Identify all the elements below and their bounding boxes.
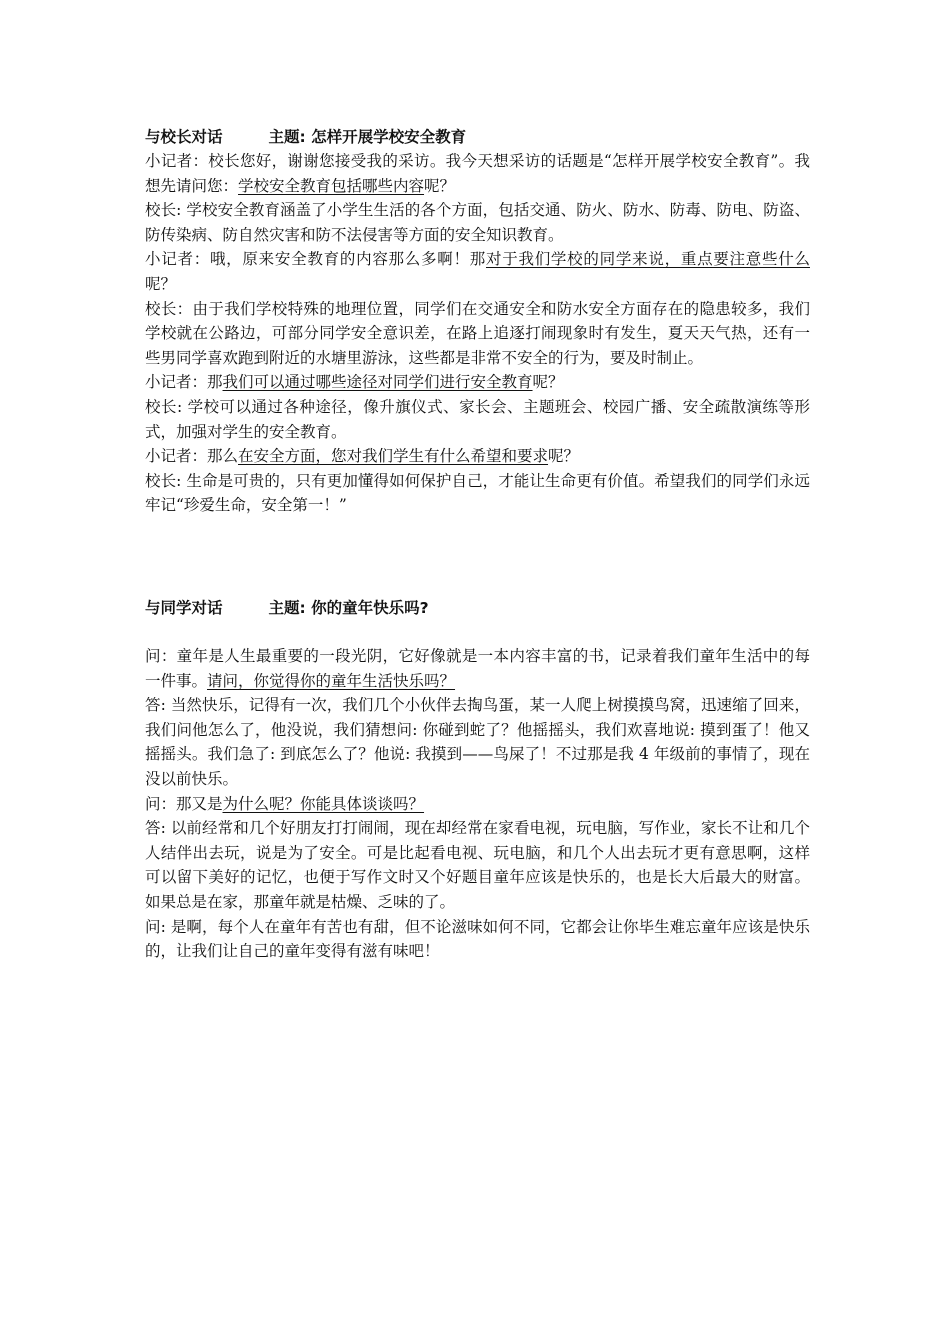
dialogue-paragraph: [145, 816, 810, 914]
dialogue-paragraph: [145, 149, 810, 198]
heading-title: 与同学对话: [145, 599, 223, 617]
underlined-question: 对于我们学校的同学来说，重点要注意些什么: [485, 250, 810, 269]
paragraph-text: 小记者：哦，原来安全教育的内容那么多啊！那: [145, 250, 486, 269]
principal-interview-section: [145, 125, 810, 518]
underlined-question: 我们可以通过哪些途径对同学们进行安全教育: [222, 373, 533, 392]
paragraph-text: 小记者：校长您好，谢谢您接受我的采访。我今天想采访的话题是“怎样开展学校安全教育”。我想先请问您：: [145, 152, 810, 195]
classmate-interview-section: [145, 596, 810, 964]
paragraph-text: 问：童年是人生最重要的一段光阴，它好像就是一本内容丰富的书，记录着我们童年生活中的每一件事。: [145, 647, 810, 690]
paragraph-text: 小记者：那: [145, 373, 223, 392]
paragraph-text: 校长: 生命是可贵的，只有更加懂得如何保护自己，才能让生命更有价值。希望我们的同学们永远牢记“珍爱生命，安全第一！”: [145, 471, 810, 515]
underlined-question: 学校安全教育包括哪些内容: [238, 176, 425, 195]
dialogue-paragraph: [145, 370, 810, 395]
paragraph-text-end: 呢？: [424, 176, 456, 195]
section-heading: [145, 125, 810, 149]
underlined-question: 在安全方面，您对我们学生有什么希望和要求: [238, 447, 549, 466]
paragraph-text: 校长：由于我们学校特殊的地理位置，同学们在交通安全和防水安全方面存在的隐患较多，我们学校就在公路边，可部分同学安全意识差，在路上追逐打闹现象时有发生，夏天天气热，还有一些男同学喜欢跑到附近的水塘里游泳，这些都是非常不安全的行为，要及时制止。: [145, 299, 810, 367]
paragraph-text: 小记者：那么: [145, 447, 239, 466]
section-heading: [145, 596, 810, 620]
paragraph-text: 答: 当然快乐，记得有一次，我们几个小伙伴去掏鸟蛋，某一人爬上树摸摸鸟窝，迅速缩了回来，我们问他怎么了，他没说，我们猜想问: 你碰到蛇了？他摇摇头，我们欢喜地说: 摸到蛋了！他又摇摇头。我们急了: 到底怎么了？他说: 我摸到——鸟屎了！不过那是我 4 年级前的事情了，现在没以前快乐。: [145, 696, 810, 788]
paragraph-text: 答: 以前经常和几个好朋友打打闹闹，现在却经常在家看电视，玩电脑，写作业，家长不让和几个人结伴出去玩，说是为了安全。可是比起看电视、玩电脑，和几个人出去玩才更有意思啊，这样可以留下美好的记忆，也便于写作文时又个好题目童年应该是快乐的，也是长大后最大的财富。如果总是在家，那童年就是枯燥、乏味的了。: [145, 819, 810, 911]
paragraph-text: 问：那又是: [145, 794, 223, 813]
underlined-question: 为什么呢？你能具体谈谈吗？: [222, 794, 425, 813]
blank-line: [145, 620, 810, 644]
paragraph-text: 问: 是啊，每个人在童年有苦也有甜，但不论滋味如何不同，它都会让你毕生难忘童年应该是快乐的，让我们让自己的童年变得有滋有味吧！: [145, 917, 810, 961]
underlined-question: 请问，你觉得你的童年生活快乐吗？: [207, 671, 456, 690]
dialogue-paragraph: [145, 297, 810, 371]
paragraph-text-end: 呢？: [532, 373, 564, 392]
dialogue-paragraph: [145, 247, 810, 296]
dialogue-paragraph: [145, 469, 810, 518]
paragraph-text-end: 呢？: [548, 447, 580, 466]
heading-topic: 主题: 怎样开展学校安全教育: [268, 128, 467, 146]
dialogue-paragraph: [145, 693, 810, 791]
dialogue-paragraph: [145, 915, 810, 964]
dialogue-paragraph: [145, 644, 810, 693]
dialogue-paragraph: [145, 444, 810, 469]
dialogue-paragraph: [145, 198, 810, 247]
heading-topic: 主题: 你的童年快乐吗?: [268, 599, 429, 617]
heading-title: 与校长对话: [145, 128, 223, 146]
paragraph-text: 校长: 学校可以通过各种途径，像升旗仪式、家长会、主题班会、校园广播、安全疏散演练等形式，加强对学生的安全教育。: [145, 397, 810, 441]
dialogue-paragraph: [145, 395, 810, 444]
paragraph-text: 校长: 学校安全教育涵盖了小学生生活的各个方面，包括交通、防火、防水、防毒、防电、防盗、防传染病、防自然灾害和防不法侵害等方面的安全知识教育。: [145, 201, 810, 244]
paragraph-text-end: 呢？: [145, 274, 177, 293]
dialogue-paragraph: [145, 792, 810, 817]
